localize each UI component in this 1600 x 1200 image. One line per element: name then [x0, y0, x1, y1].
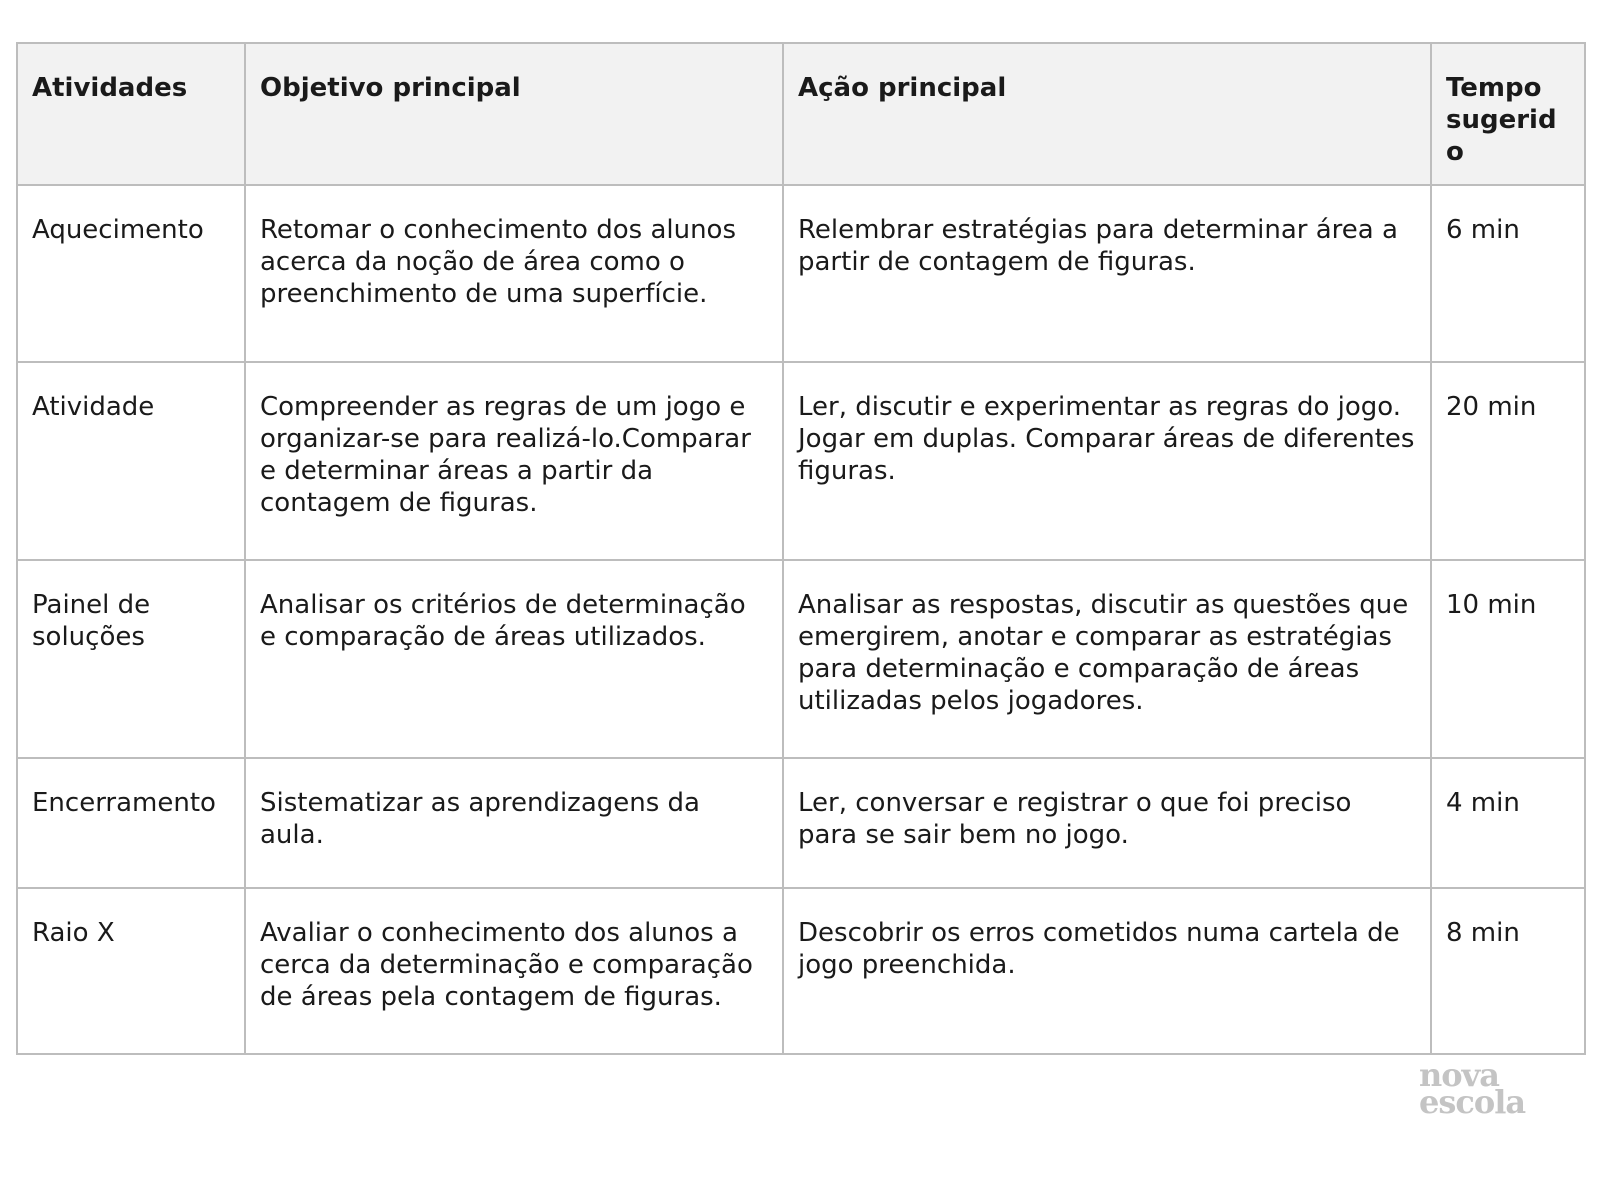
header-atividades: Atividades — [17, 43, 245, 185]
table-row — [17, 758, 1585, 888]
cell-objetivo: Retomar o conhecimento dos alunos acerca da noção de área como o preenchimento de uma superfície. — [245, 185, 783, 362]
table-row — [17, 362, 1585, 560]
cell-tempo: 4 min — [1431, 758, 1585, 888]
cell-acao: Ler, conversar e registrar o que foi preciso para se sair bem no jogo. — [783, 758, 1431, 888]
cell-acao: Analisar as respostas, discutir as questões que emergirem, anotar e comparar as estratégias para determinação e comparação de áreas utilizadas pelos jogadores. — [783, 560, 1431, 758]
table-row — [17, 560, 1585, 758]
logo-line-nova: nova — [1419, 1056, 1499, 1094]
header-objetivo-principal: Objetivo principal — [245, 43, 783, 185]
header-acao-principal: Ação principal — [783, 43, 1431, 185]
cell-atividade: Raio X — [17, 888, 245, 1054]
cell-atividade: Encerramento — [17, 758, 245, 888]
cell-tempo: 6 min — [1431, 185, 1585, 362]
cell-tempo: 20 min — [1431, 362, 1585, 560]
cell-objetivo: Compreender as regras de um jogo e organizar-se para realizá-lo.Comparar e determinar áreas a partir da contagem de figuras. — [245, 362, 783, 560]
logo-line-escola: escola — [1419, 1083, 1526, 1121]
cell-atividade: Painel de soluções — [17, 560, 245, 758]
cell-acao: Descobrir os erros cometidos numa cartela de jogo preenchida. — [783, 888, 1431, 1054]
table-row — [17, 185, 1585, 362]
cell-atividade: Atividade — [17, 362, 245, 560]
cell-objetivo: Analisar os critérios de determinação e comparação de áreas utilizados. — [245, 560, 783, 758]
cell-objetivo: Avaliar o conhecimento dos alunos a cerca da determinação e comparação de áreas pela contagem de figuras. — [245, 888, 783, 1054]
cell-objetivo: Sistematizar as aprendizagens da aula. — [245, 758, 783, 888]
table-row — [17, 888, 1585, 1054]
cell-tempo: 8 min — [1431, 888, 1585, 1054]
cell-acao: Ler, discutir e experimentar as regras do jogo. Jogar em duplas. Comparar áreas de diferentes figuras. — [783, 362, 1431, 560]
cell-atividade: Aquecimento — [17, 185, 245, 362]
cell-acao: Relembrar estratégias para determinar área a partir de contagem de figuras. — [783, 185, 1431, 362]
cell-tempo: 10 min — [1431, 560, 1585, 758]
nova-escola-logo — [1419, 1056, 1559, 1121]
table-header-row — [17, 43, 1585, 185]
header-tempo-sugerido: Tempo sugerido — [1431, 43, 1585, 185]
lesson-plan-table — [16, 42, 1586, 1055]
